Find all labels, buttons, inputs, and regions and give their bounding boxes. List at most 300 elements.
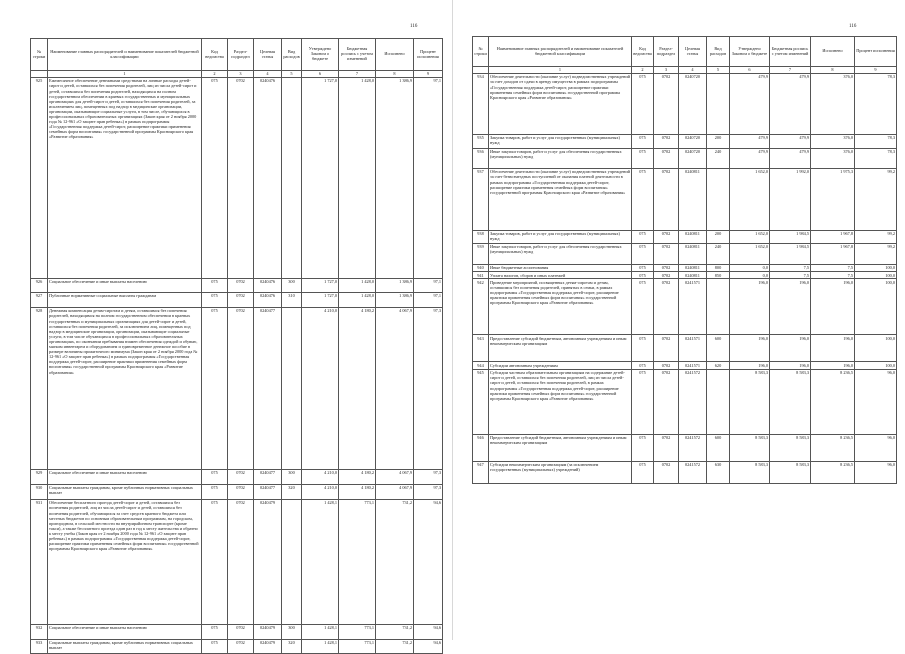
row-dept-code: 075	[202, 499, 228, 624]
row-target-item: 0240811	[679, 272, 707, 279]
table-row	[473, 272, 897, 279]
table-header-row	[473, 37, 897, 67]
row-name: Обеспечение деятельности (оказание услуг) подведомственных учреждений за счет доходов от сдачи в аренду имущества в рамках подпрограммы «Государственная поддержка детей-сирот, расширение практики применения семейных форм воспитания» государственной программы Красноярского края «Развитие образования»	[489, 73, 632, 134]
row-name: Предоставление субсидий бюджетным, автономным учреждениям и иным некоммерческим организациям	[489, 434, 632, 461]
header-executed: Исполнено	[811, 37, 855, 67]
row-dept-code: 075	[202, 292, 228, 307]
row-budget-list: 7,5	[770, 264, 811, 271]
row-dept-code: 075	[632, 369, 654, 434]
row-name: Закупка товаров, работ и услуг для государственных (муниципальных) нужд	[489, 230, 632, 243]
row-target-item: 0240477	[254, 484, 282, 499]
table-row	[473, 369, 897, 434]
row-percent: 99,2	[855, 230, 897, 243]
row-number: 932	[31, 624, 48, 639]
row-section: 0702	[654, 279, 679, 335]
row-name: Иные закупки товаров, работ и услуг для обеспечения государственных (муниципальных) нужд	[489, 243, 632, 264]
header-budget-list: Бюджетная роспись с учетом изменений	[339, 39, 376, 71]
column-number: 5	[282, 71, 302, 78]
row-budget-list: 1 428,0	[339, 292, 376, 307]
header-row-number: № строки	[473, 37, 489, 67]
row-number: 939	[473, 243, 489, 264]
header-percent: Процент исполнения	[414, 39, 443, 71]
table-row	[31, 292, 443, 307]
column-number: 8	[376, 71, 414, 78]
header-expense-type: Вид расходов	[282, 39, 302, 71]
row-budget-list: 1 992,0	[770, 168, 811, 230]
budget-table	[30, 38, 443, 654]
column-number: 3	[228, 71, 254, 78]
row-approved: 1 428,1	[302, 624, 339, 639]
row-executed: 376,0	[811, 134, 855, 148]
row-expense-type: 300	[282, 469, 302, 484]
row-expense-type: 200	[707, 230, 730, 243]
row-target-item: 0240476	[254, 292, 282, 307]
row-name: Публичные нормативные социальные выплаты гражданам	[48, 292, 202, 307]
row-approved: 1 652,0	[730, 243, 770, 264]
row-executed: 1 386,9	[376, 77, 414, 278]
row-expense-type	[707, 369, 730, 434]
row-expense-type: 320	[282, 484, 302, 499]
row-budget-list: 479,9	[770, 134, 811, 148]
row-number: 947	[473, 461, 489, 483]
column-number: 2	[202, 71, 228, 78]
row-executed: 8 236,5	[811, 369, 855, 434]
header-name: Наименование главных распорядителей и наименование показателей бюджетной классификации	[489, 37, 632, 67]
row-budget-list: 4 180,2	[339, 307, 376, 469]
row-executed: 4 067,9	[376, 307, 414, 469]
row-executed: 1 386,9	[376, 292, 414, 307]
row-dept-code: 075	[632, 243, 654, 264]
row-executed: 8 236,5	[811, 461, 855, 483]
column-number: 4	[254, 71, 282, 78]
table-row	[31, 469, 443, 484]
row-target-item: 0240476	[254, 278, 282, 292]
row-expense-type	[282, 77, 302, 278]
table-row	[473, 335, 897, 362]
row-budget-list: 1 428,0	[339, 77, 376, 278]
row-approved: 4 210,0	[302, 484, 339, 499]
row-executed: 196,0	[811, 335, 855, 362]
header-section: Раздел-подраздел	[228, 39, 254, 71]
row-target-item: 0240811	[679, 168, 707, 230]
row-section: 0702	[654, 272, 679, 279]
header-section: Раздел-подраздел	[654, 37, 679, 67]
row-number: 937	[473, 168, 489, 230]
row-approved: 479,9	[730, 148, 770, 168]
row-section: 0702	[228, 484, 254, 499]
row-expense-type: 620	[707, 362, 730, 369]
row-name: Субсидии некоммерческим организациям (за исключением государственных (муниципальных) учреждений)	[489, 461, 632, 483]
budget-table	[472, 36, 897, 484]
row-dept-code: 075	[202, 77, 228, 278]
table-row	[473, 264, 897, 271]
row-percent: 78,3	[855, 73, 897, 134]
header-dept-code: Код ведомства	[632, 37, 654, 67]
row-executed: 1 967,8	[811, 230, 855, 243]
row-name: Денежная компенсация детям-сиротам и детям, оставшимся без попечения родителей, находящимся на полном государственном обеспечении в краевых государственных и муниципальных организациях для детей-сирот и детей, оставшихся без попечения родителей, за исключением лиц, помещенных под надзор в медицинские организации, организации, оказывающие социальные услуги, в том числе обучающихся в профессиональных образовательных организациях, по окончании пребывания взамен обеспечения одеждой и обувью, мягким инвентарем и оборудованием и единовременное денежное пособие в размере величины прожиточного минимума (Закон края от 2 ноября 2000 года № 12-961 «О защите прав ребенка») в рамках подпрограммы «Государственная поддержка детей-сирот, расширение практики применения семейных форм воспитания» государственной программы Красноярского края «Развитие образования»	[48, 307, 202, 469]
row-number: 938	[473, 230, 489, 243]
row-section: 0702	[654, 434, 679, 461]
row-percent: 100,0	[855, 335, 897, 362]
table-row	[31, 639, 443, 653]
row-section: 0702	[654, 243, 679, 264]
row-budget-list: 196,0	[770, 279, 811, 335]
row-name: Закупка товаров, работ и услуг для государственных (муниципальных) нужд	[489, 134, 632, 148]
row-dept-code: 075	[632, 335, 654, 362]
table-row	[473, 279, 897, 335]
table-row	[31, 624, 443, 639]
row-budget-list: 196,0	[770, 335, 811, 362]
row-percent: 78,3	[855, 148, 897, 168]
table-row	[473, 362, 897, 369]
row-target-item: 0240720	[679, 73, 707, 134]
row-percent: 100,0	[855, 272, 897, 279]
row-section: 0702	[228, 292, 254, 307]
row-target-item: 0240476	[254, 77, 282, 278]
row-approved: 196,0	[730, 279, 770, 335]
table-row	[473, 461, 897, 483]
table-row	[31, 278, 443, 292]
row-approved: 479,9	[730, 134, 770, 148]
row-number: 933	[31, 639, 48, 653]
row-number: 926	[31, 278, 48, 292]
header-approved: Утверждено Законом о бюджете	[302, 39, 339, 71]
column-number: 2	[632, 67, 654, 74]
header-approved: Утверждено Законом о бюджете	[730, 37, 770, 67]
row-dept-code: 075	[632, 272, 654, 279]
column-number: 8	[811, 67, 855, 74]
row-executed: 731,2	[376, 499, 414, 624]
row-target-item: 0240720	[679, 148, 707, 168]
row-percent: 94,6	[414, 624, 443, 639]
row-approved: 1 428,1	[302, 499, 339, 624]
row-budget-list: 773,1	[339, 639, 376, 653]
row-executed: 376,0	[811, 73, 855, 134]
row-name: Субсидии частным образовательным организациям на содержание детей-сирот и детей, оставшихся без попечения родителей, лиц из числа детей-сирот и детей, оставшихся без попечения родителей, в рамках подпрограммы «Государственная поддержка детей-сирот, расширение практики применения семейных форм воспитания» государственной программы Красноярского края «Развитие образования»	[489, 369, 632, 434]
row-approved: 0,0	[730, 272, 770, 279]
row-dept-code: 075	[632, 168, 654, 230]
row-executed: 4 067,9	[376, 469, 414, 484]
row-target-item: 0241572	[679, 434, 707, 461]
row-dept-code: 075	[632, 148, 654, 168]
row-number: 930	[31, 484, 48, 499]
row-expense-type: 300	[282, 624, 302, 639]
row-target-item: 0241572	[679, 461, 707, 483]
row-target-item: 0240720	[679, 134, 707, 148]
row-executed: 731,2	[376, 624, 414, 639]
row-number: 946	[473, 434, 489, 461]
row-executed: 196,0	[811, 279, 855, 335]
row-dept-code: 075	[632, 230, 654, 243]
column-numbers-row	[473, 67, 897, 74]
row-number: 941	[473, 272, 489, 279]
row-section: 0702	[654, 264, 679, 271]
row-number: 934	[473, 73, 489, 134]
row-target-item: 0241572	[679, 369, 707, 434]
row-budget-list: 1 984,5	[770, 230, 811, 243]
row-approved: 196,0	[730, 362, 770, 369]
row-expense-type: 600	[707, 335, 730, 362]
row-executed: 731,2	[376, 639, 414, 653]
row-approved: 4 210,0	[302, 307, 339, 469]
row-name: Обеспечение деятельности (оказание услуг) подведомственных учреждений за счет безвозмездных поступлений от оказания платной деятельности в рамках подпрограммы «Государственная поддержка детей-сирот, расширение практики применения семейных форм воспитания» государственной программы Красноярского края «Развитие образования»	[489, 168, 632, 230]
row-number: 935	[473, 134, 489, 148]
column-number: 5	[707, 67, 730, 74]
row-percent: 97,3	[414, 307, 443, 469]
row-section: 0702	[228, 639, 254, 653]
row-name: Предоставление субсидий бюджетным, автономным учреждениям и иным некоммерческим организациям	[489, 335, 632, 362]
table-header-row	[31, 39, 443, 71]
row-percent: 99,2	[855, 243, 897, 264]
row-approved: 1 727,0	[302, 278, 339, 292]
row-percent: 94,6	[414, 639, 443, 653]
row-dept-code: 075	[632, 73, 654, 134]
table-row	[473, 230, 897, 243]
row-approved: 8 583,3	[730, 369, 770, 434]
row-expense-type: 310	[282, 292, 302, 307]
header-percent: Процент исполнения	[855, 37, 897, 67]
row-budget-list: 773,1	[339, 499, 376, 624]
header-dept-code: Код ведомства	[202, 39, 228, 71]
row-target-item: 0240811	[679, 264, 707, 271]
row-percent: 97,1	[414, 77, 443, 278]
row-section: 0702	[228, 624, 254, 639]
row-budget-list: 4 180,2	[339, 469, 376, 484]
row-approved: 479,9	[730, 73, 770, 134]
row-budget-list: 4 180,2	[339, 484, 376, 499]
row-expense-type	[707, 279, 730, 335]
header-expense-type: Вид расходов	[707, 37, 730, 67]
row-dept-code: 075	[202, 278, 228, 292]
row-expense-type	[282, 307, 302, 469]
row-name: Социальные выплаты гражданам, кроме публичных нормативных социальных выплат	[48, 639, 202, 653]
column-number	[31, 71, 48, 78]
row-target-item: 0240811	[679, 243, 707, 264]
row-section: 0702	[228, 307, 254, 469]
row-executed: 376,0	[811, 148, 855, 168]
row-section: 0702	[654, 73, 679, 134]
column-number: 4	[679, 67, 707, 74]
row-percent: 96,0	[855, 434, 897, 461]
row-section: 0702	[228, 499, 254, 624]
row-budget-list: 479,9	[770, 73, 811, 134]
row-budget-list: 7,5	[770, 272, 811, 279]
row-section: 0702	[654, 461, 679, 483]
row-section: 0702	[654, 134, 679, 148]
row-approved: 8 583,3	[730, 461, 770, 483]
row-approved: 8 583,3	[730, 434, 770, 461]
row-executed: 7,5	[811, 264, 855, 271]
row-section: 0702	[228, 278, 254, 292]
row-budget-list: 8 583,3	[770, 369, 811, 434]
row-number: 925	[31, 77, 48, 278]
row-expense-type: 240	[707, 148, 730, 168]
row-number: 944	[473, 362, 489, 369]
row-expense-type: 600	[707, 434, 730, 461]
row-approved: 0,0	[730, 264, 770, 271]
row-approved: 1 428,1	[302, 639, 339, 653]
row-expense-type	[282, 499, 302, 624]
row-expense-type: 320	[282, 639, 302, 653]
row-dept-code: 075	[632, 134, 654, 148]
row-section: 0702	[654, 148, 679, 168]
column-number: 6	[302, 71, 339, 78]
row-expense-type: 300	[282, 278, 302, 292]
page-number: 116	[410, 24, 418, 29]
table-row	[31, 307, 443, 469]
row-budget-list: 1 984,5	[770, 243, 811, 264]
row-section: 0702	[654, 230, 679, 243]
row-target-item: 0241571	[679, 279, 707, 335]
row-number: 936	[473, 148, 489, 168]
row-name: Иные закупки товаров, работ и услуг для обеспечения государственных (муниципальных) нужд	[489, 148, 632, 168]
column-number: 9	[414, 71, 443, 78]
row-percent: 96,0	[855, 461, 897, 483]
row-expense-type: 630	[707, 461, 730, 483]
row-budget-list: 196,0	[770, 362, 811, 369]
column-number: 6	[730, 67, 770, 74]
column-number: 1	[48, 71, 202, 78]
row-name: Субсидии автономным учреждениям	[489, 362, 632, 369]
row-executed: 1 386,9	[376, 278, 414, 292]
table-row	[473, 73, 897, 134]
row-dept-code: 075	[632, 461, 654, 483]
page-right	[453, 0, 905, 640]
row-section: 0702	[228, 469, 254, 484]
row-number: 942	[473, 279, 489, 335]
row-budget-list: 8 583,3	[770, 434, 811, 461]
page-number: 116	[849, 24, 857, 29]
table-row	[473, 434, 897, 461]
row-percent: 96,0	[855, 369, 897, 434]
row-percent: 97,3	[414, 484, 443, 499]
row-section: 0702	[228, 77, 254, 278]
row-approved: 4 210,0	[302, 469, 339, 484]
table-row	[31, 484, 443, 499]
row-dept-code: 075	[202, 469, 228, 484]
row-percent: 97,3	[414, 469, 443, 484]
row-percent: 100,0	[855, 279, 897, 335]
row-executed: 7,5	[811, 272, 855, 279]
row-expense-type: 200	[707, 134, 730, 148]
row-number: 945	[473, 369, 489, 434]
row-dept-code: 075	[632, 264, 654, 271]
row-dept-code: 075	[202, 307, 228, 469]
table-row	[31, 77, 443, 278]
row-number: 927	[31, 292, 48, 307]
row-target-item: 0240477	[254, 307, 282, 469]
header-budget-list: Бюджетная роспись с учетом изменений	[770, 37, 811, 67]
row-expense-type: 240	[707, 243, 730, 264]
row-dept-code: 075	[202, 639, 228, 653]
row-approved: 196,0	[730, 335, 770, 362]
row-expense-type	[707, 73, 730, 134]
row-dept-code: 075	[632, 362, 654, 369]
table-row	[473, 134, 897, 148]
row-target-item: 0241571	[679, 335, 707, 362]
row-executed: 4 067,9	[376, 484, 414, 499]
row-percent: 100,0	[855, 264, 897, 271]
row-name: Обеспечение бесплатного проезда детей-сирот и детей, оставшихся без попечения родителей, лиц из числа детей-сирот и детей, оставшихся без попечения родителей, обучающихся за счет средств краевого бюджета или местных бюджетов по основным образовательным программам, на городском, пригородном, в сельской местности на внутрирайонном транспорте (кроме такси), а также бесплатного проезда один раз в год к месту жительства и обратно к месту учебы (Закон края от 2 ноября 2000 года № 12-961 «О защите прав ребенка») в рамках подпрограммы «Государственная поддержка детей-сирот, расширение практики применения семейных форм воспитания» государственной программы Красноярского края «Развитие образования»	[48, 499, 202, 624]
row-executed: 1 975,3	[811, 168, 855, 230]
row-expense-type: 850	[707, 272, 730, 279]
row-percent: 78,3	[855, 134, 897, 148]
row-target-item: 0240811	[679, 230, 707, 243]
row-name: Социальное обеспечение и иные выплаты населению	[48, 278, 202, 292]
row-name: Социальное обеспечение и иные выплаты населению	[48, 624, 202, 639]
row-section: 0702	[654, 168, 679, 230]
row-dept-code: 075	[202, 484, 228, 499]
row-executed: 8 236,5	[811, 434, 855, 461]
row-approved: 1 727,0	[302, 292, 339, 307]
row-number: 929	[31, 469, 48, 484]
row-target-item: 0240479	[254, 639, 282, 653]
header-name: Наименование главных распорядителей и наименование показателей бюджетной классификации	[48, 39, 202, 71]
row-expense-type	[707, 168, 730, 230]
row-percent: 99,2	[855, 168, 897, 230]
row-number: 943	[473, 335, 489, 362]
row-percent: 94,6	[414, 499, 443, 624]
row-approved: 1 652,0	[730, 168, 770, 230]
row-expense-type: 800	[707, 264, 730, 271]
row-name: Социальные выплаты гражданам, кроме публичных нормативных социальных выплат	[48, 484, 202, 499]
row-percent: 100,0	[855, 362, 897, 369]
row-approved: 1 727,0	[302, 77, 339, 278]
row-number: 931	[31, 499, 48, 624]
row-budget-list: 479,9	[770, 148, 811, 168]
header-row-number: № строки	[31, 39, 48, 71]
column-number: 7	[770, 67, 811, 74]
row-number: 940	[473, 264, 489, 271]
row-budget-list: 1 428,0	[339, 278, 376, 292]
row-target-item: 0240477	[254, 469, 282, 484]
header-target-item: Целевая статья	[254, 39, 282, 71]
row-target-item: 0241571	[679, 362, 707, 369]
row-target-item: 0240479	[254, 499, 282, 624]
row-executed: 196,0	[811, 362, 855, 369]
row-executed: 1 967,8	[811, 243, 855, 264]
row-percent: 97,1	[414, 278, 443, 292]
row-budget-list: 773,1	[339, 624, 376, 639]
row-section: 0702	[654, 362, 679, 369]
row-section: 0702	[654, 369, 679, 434]
column-numbers-row	[31, 71, 443, 78]
table-row	[473, 148, 897, 168]
page-left	[0, 0, 452, 651]
row-percent: 97,1	[414, 292, 443, 307]
row-approved: 1 652,0	[730, 230, 770, 243]
header-executed: Исполнено	[376, 39, 414, 71]
column-number: 3	[654, 67, 679, 74]
row-name: Проведение мероприятий, посвященных детям-сиротам и детям, оставшимся без попечения родителей, принятых в семьи, в рамках подпрограммы «Государственная поддержка детей-сирот, расширение практики применения семейных форм воспитания» государственной программы Красноярского края «Развитие образования»	[489, 279, 632, 335]
row-budget-list: 8 583,3	[770, 461, 811, 483]
row-target-item: 0240479	[254, 624, 282, 639]
column-number: 9	[855, 67, 897, 74]
column-number	[473, 67, 489, 74]
table-row	[473, 168, 897, 230]
table-row	[31, 499, 443, 624]
row-name: Иные бюджетные ассигнования	[489, 264, 632, 271]
header-target-item: Целевая статья	[679, 37, 707, 67]
row-dept-code: 075	[202, 624, 228, 639]
row-name: Ежемесячное обеспечение денежными средствами на личные расходы детей-сирот и детей, оставшихся без попечения родителей, лиц из числа детей-сирот и детей, оставшихся без попечения родителей, находящихся на полном государственном обеспечении в краевых государственных и муниципальных организациях для детей-сирот и детей, оставшихся без попечения родителей, за исключением лиц, помещенных под надзор в медицинские организации, организации, оказывающие социальные услуги, в том числе, обучающихся в профессиональных образовательных организациях (Закон края от 2 ноября 2000 года № 12-961 «О защите прав ребенка») в рамках подпрограммы «Государственная поддержка детей-сирот, расширение практики применения семейных форм воспитания» государственной программы Красноярского края «Развитие образования»	[48, 77, 202, 278]
row-dept-code: 075	[632, 434, 654, 461]
column-number: 7	[339, 71, 376, 78]
column-number: 1	[489, 67, 632, 74]
table-row	[473, 243, 897, 264]
row-name: Уплата налогов, сборов и иных платежей	[489, 272, 632, 279]
row-dept-code: 075	[632, 279, 654, 335]
